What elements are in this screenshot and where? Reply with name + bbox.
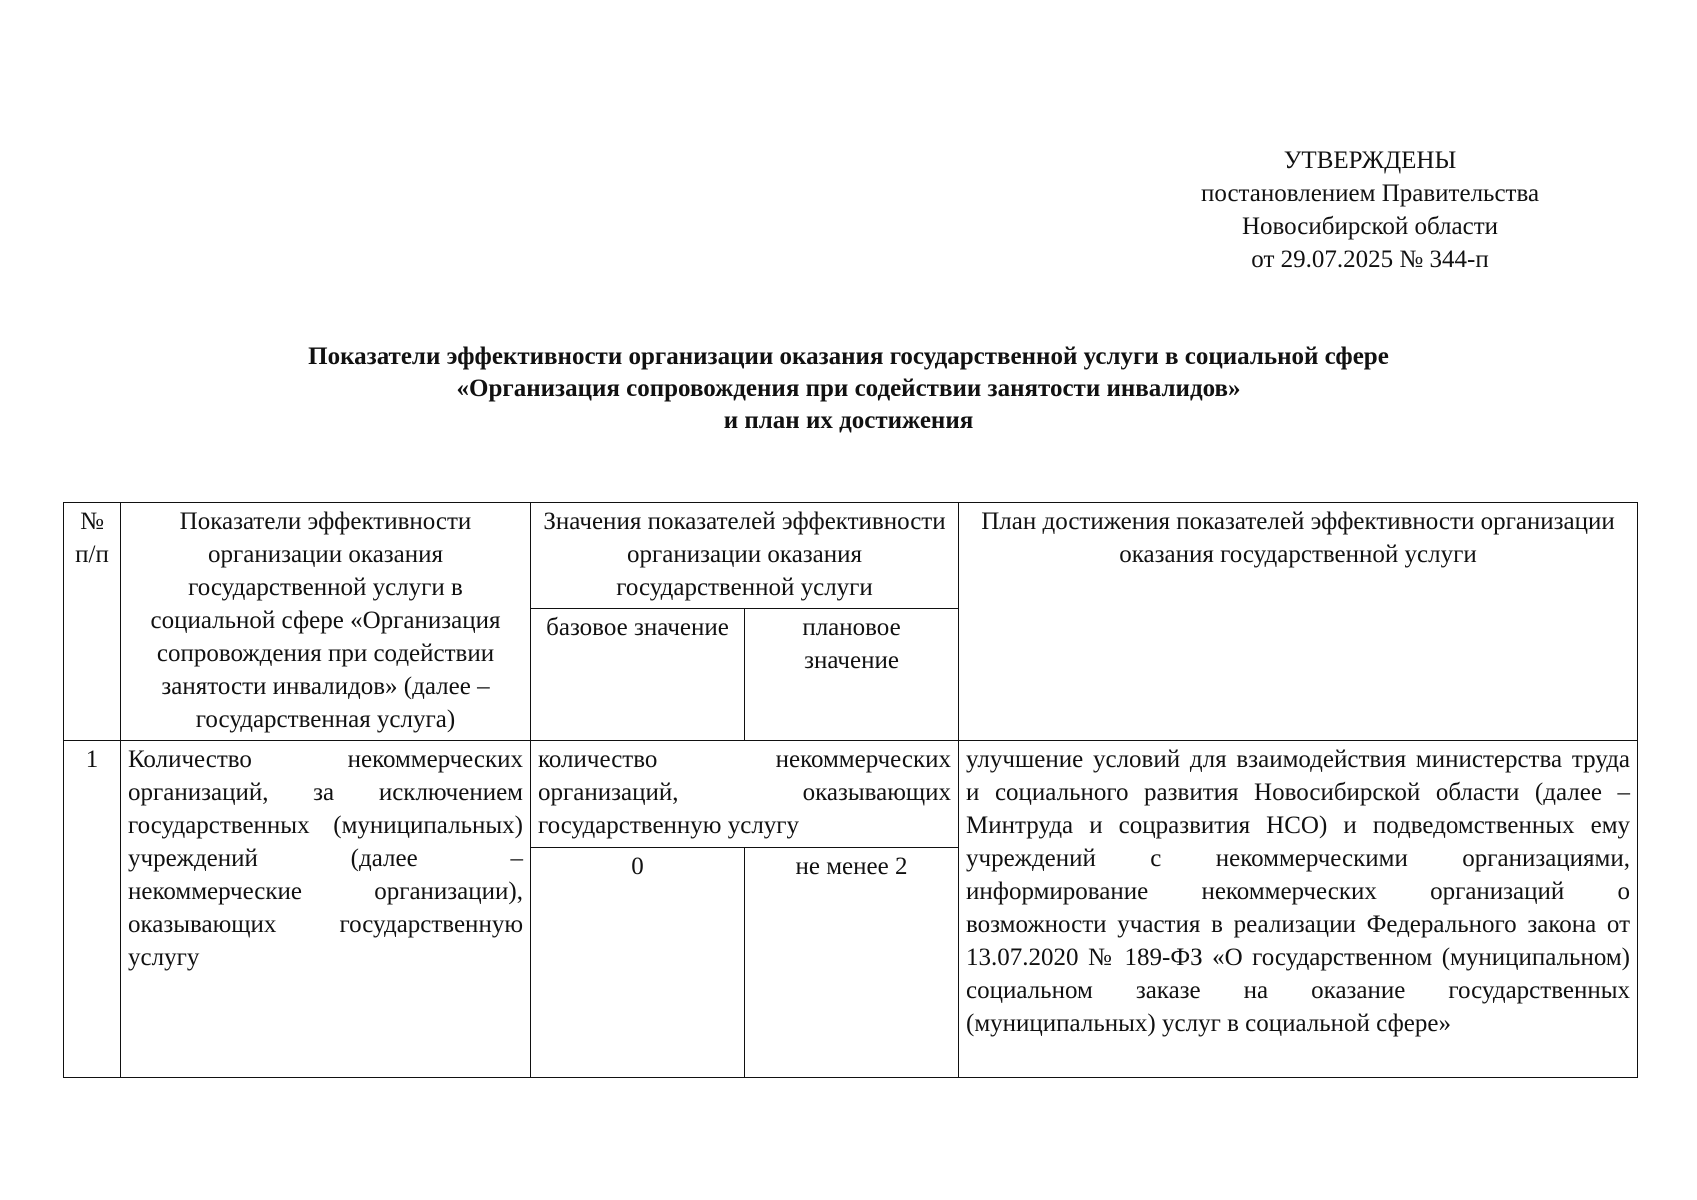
row-planned-value: не менее 2 (745, 848, 959, 1078)
approval-heading: УТВЕРЖДЕНЫ (1283, 147, 1457, 174)
title-line-2: «Организация сопровождения при содействии занятости инвалидов» (456, 375, 1241, 402)
header-values-group: Значения показателей эффективности организации оказания государственной услуги (531, 503, 959, 609)
header-planned-value: плановое значение (745, 609, 959, 741)
table-row (64, 741, 1638, 848)
title-line-3: и план их достижения (723, 407, 974, 434)
title-line-1: Показатели эффективности организации оказания государственной услуги в социальной сфере (308, 343, 1389, 370)
header-number: № п/п (64, 503, 121, 741)
header-indicator: Показатели эффективности организации оказания государственной услуги в социальной сфере «Организация сопровождения при содействии занятости инвалидов» (далее – государственная услуга) (121, 503, 531, 741)
table-header-row (64, 503, 1638, 609)
approval-issuer: постановлением Правительства (1200, 180, 1540, 207)
row-value-label: количество некоммерческих организаций, оказывающих государственную услугу (531, 741, 959, 848)
header-plan: План достижения показателей эффективности организации оказания государственной услуги (959, 503, 1638, 741)
header-base-value: базовое значение (531, 609, 745, 741)
approval-block (1170, 144, 1570, 276)
approval-region: Новосибирской области (1241, 213, 1499, 240)
row-indicator: Количество некоммерческих организаций, за исключением государственных (муниципальных) учреждений (далее – некоммерческие организации), оказывающих государственную услугу (121, 741, 531, 1078)
document-title (150, 341, 1547, 437)
row-base-value: 0 (531, 848, 745, 1078)
row-number: 1 (64, 741, 121, 1078)
indicators-table (63, 502, 1638, 1078)
row-plan: улучшение условий для взаимодействия министерства труда и социального развития Новосибирской области (далее – Минтруда и соцразвития НСО) и подведомственных ему учреждений с некоммерческими организациями, информирование некоммерческих организаций о возможности участия в реализации Федерального закона от 13.07.2020 № 189-ФЗ «О государственном (муниципальном) социальном заказе на оказание государственных (муниципальных) услуг в социальной сфере» (959, 741, 1638, 1078)
approval-date-number: от 29.07.2025 № 344-п (1251, 246, 1489, 273)
